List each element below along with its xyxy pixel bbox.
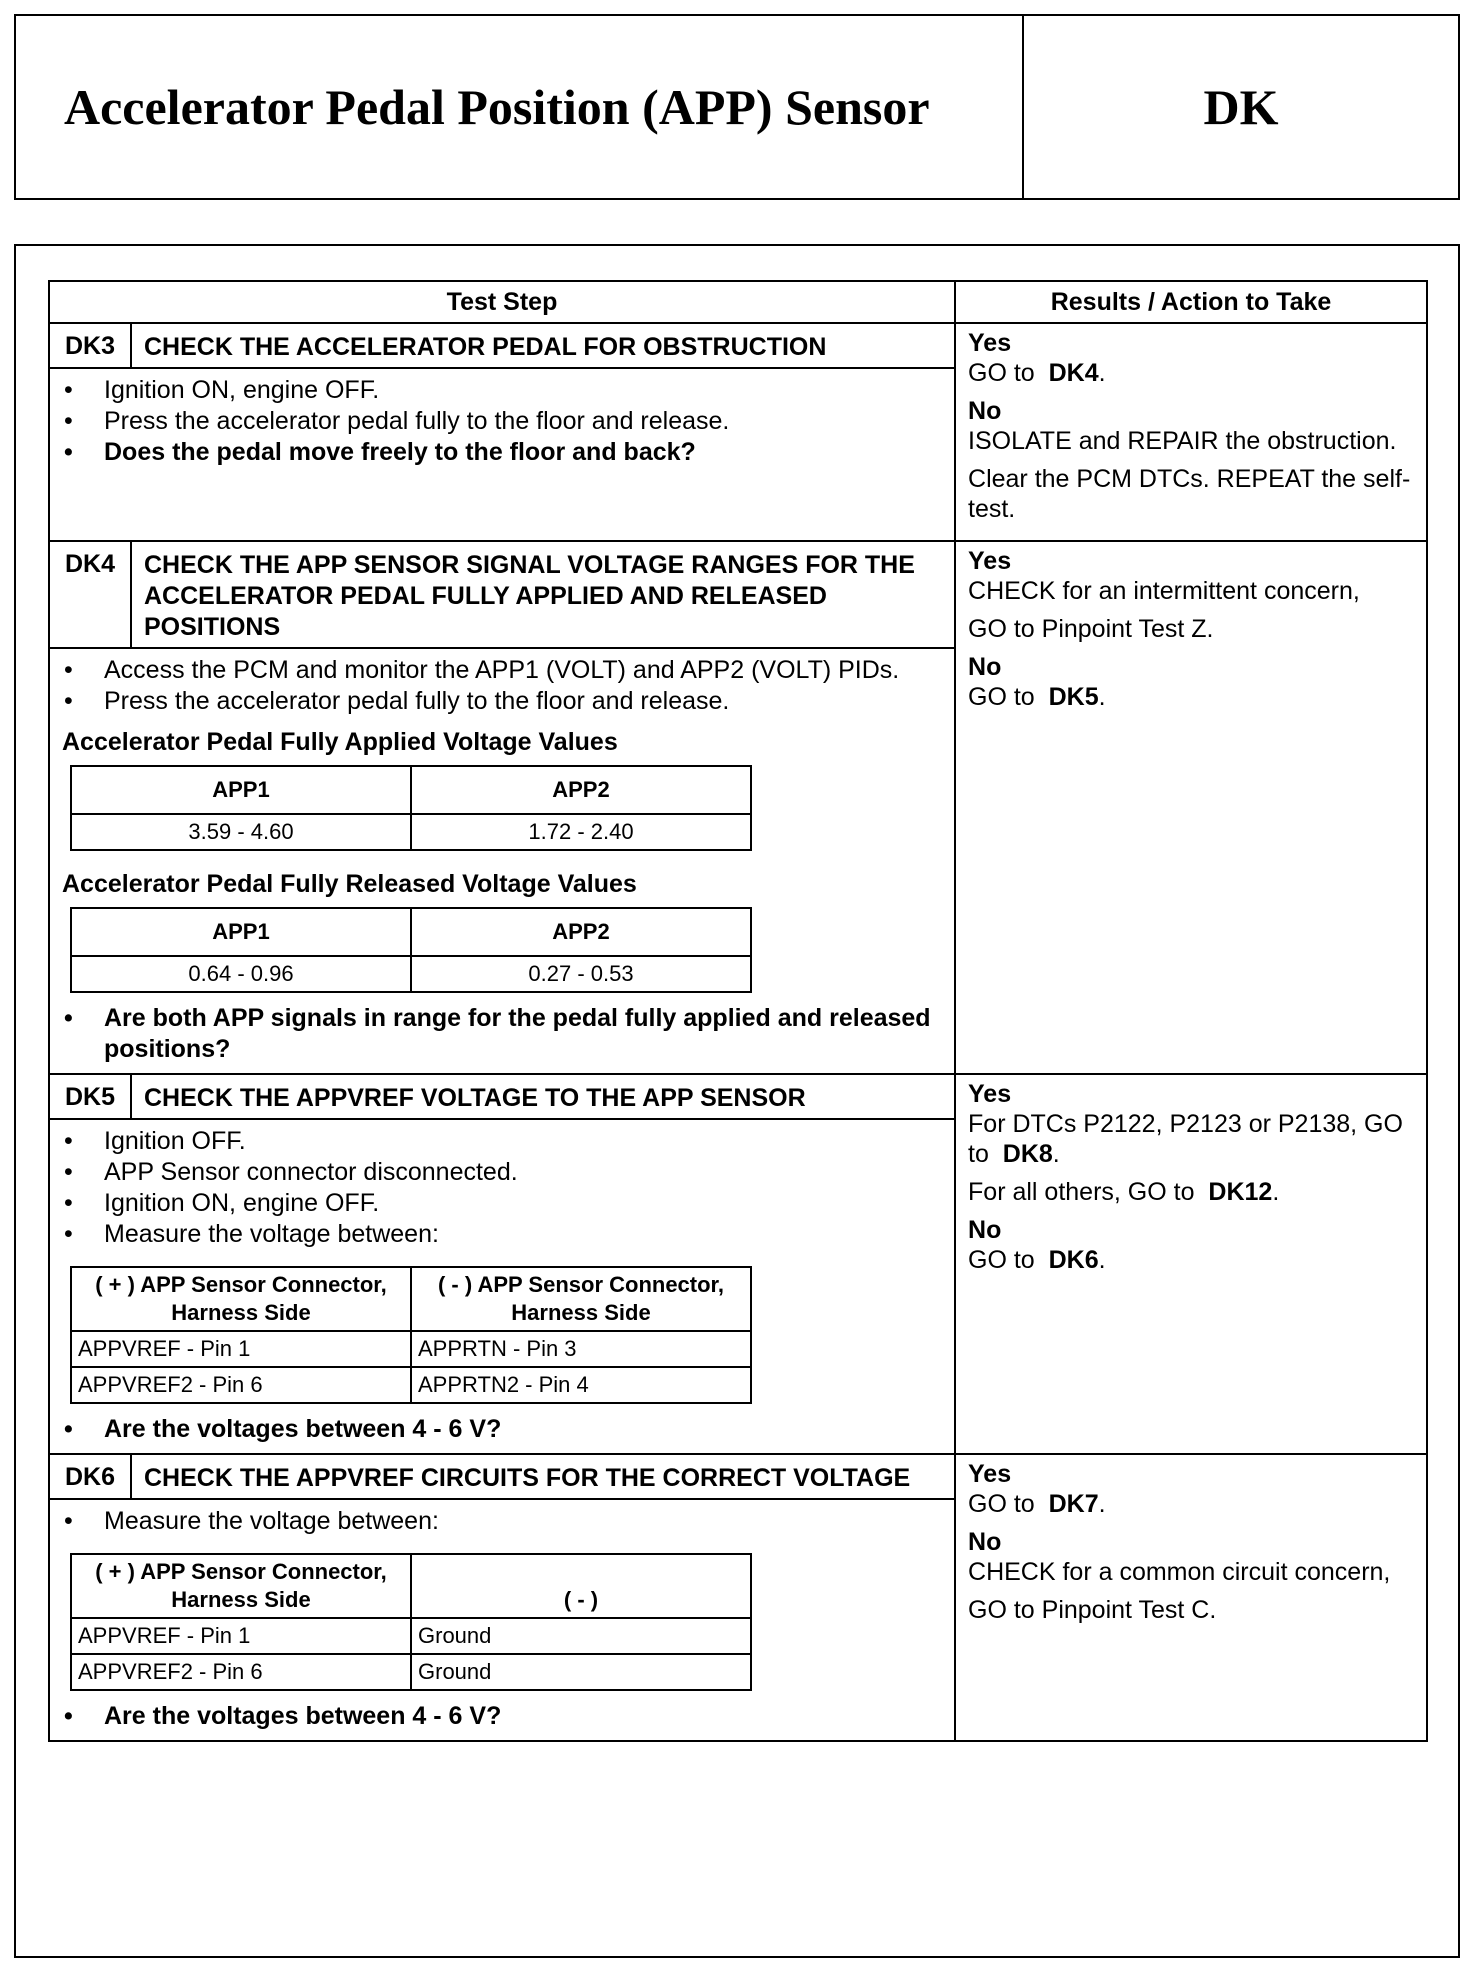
yes-label: Yes bbox=[968, 1080, 1012, 1108]
step-dk3-results bbox=[955, 323, 1427, 541]
page-header bbox=[14, 14, 1460, 200]
instruction: • Ignition OFF. bbox=[62, 1126, 942, 1157]
table-cell: APPRTN - Pin 3 bbox=[411, 1331, 751, 1367]
no-action: ISOLATE and REPAIR the obstruction. bbox=[968, 427, 1397, 455]
yes-action: For DTCs P2122, P2123 or P2138, GO to DK8. bbox=[968, 1110, 1403, 1168]
goto-dk12-link[interactable]: DK12 bbox=[1208, 1178, 1273, 1206]
step-dk3-body bbox=[49, 368, 955, 541]
col-header: ( - ) bbox=[411, 1554, 751, 1618]
applied-heading: Accelerator Pedal Fully Applied Voltage Values bbox=[62, 728, 618, 756]
instruction: • Measure the voltage between: bbox=[62, 1506, 942, 1537]
step-dk5-title-row bbox=[49, 1074, 1427, 1119]
pinpoint-test-table bbox=[48, 280, 1428, 1742]
instruction: • Press the accelerator pedal fully to the floor and release. bbox=[62, 686, 942, 717]
step-title: CHECK THE APP SENSOR SIGNAL VOLTAGE RANGES FOR THE ACCELERATOR PEDAL FULLY APPLIED AND RELEASED POSITIONS bbox=[131, 541, 955, 648]
step-question: • Are the voltages between 4 - 6 V? bbox=[62, 1414, 942, 1445]
goto-dk8-link[interactable]: DK8 bbox=[1002, 1140, 1053, 1168]
yes-action: GO to DK4. bbox=[968, 359, 1106, 387]
instruction: • Ignition ON, engine OFF. bbox=[62, 375, 942, 406]
results-header: Results / Action to Take bbox=[955, 281, 1427, 323]
no-label: No bbox=[968, 653, 1002, 681]
step-id: DK3 bbox=[49, 323, 131, 368]
step-dk4-results bbox=[955, 541, 1427, 1074]
table-cell: Ground bbox=[411, 1618, 751, 1654]
yes-action-2: For all others, GO to DK12. bbox=[968, 1178, 1280, 1206]
yes-label: Yes bbox=[968, 1460, 1012, 1488]
step-dk6-results bbox=[955, 1454, 1427, 1741]
col-header: ( + ) APP Sensor Connector, Harness Side bbox=[71, 1554, 411, 1618]
step-dk4-title-row bbox=[49, 541, 1427, 648]
step-title: CHECK THE APPVREF VOLTAGE TO THE APP SENSOR bbox=[131, 1074, 955, 1119]
step-dk5-results bbox=[955, 1074, 1427, 1454]
goto-dk6-link[interactable]: DK6 bbox=[1048, 1246, 1099, 1274]
col-header: APP2 bbox=[411, 766, 751, 814]
step-id: DK6 bbox=[49, 1454, 131, 1499]
table-cell: APPVREF - Pin 1 bbox=[71, 1331, 411, 1367]
goto-pinpoint-z-link[interactable]: GO to Pinpoint Test Z. bbox=[968, 615, 1214, 643]
col-header: ( + ) APP Sensor Connector, Harness Side bbox=[71, 1267, 411, 1331]
instruction: • APP Sensor connector disconnected. bbox=[62, 1157, 942, 1188]
test-step-header: Test Step bbox=[49, 281, 955, 323]
table-cell: APPVREF2 - Pin 6 bbox=[71, 1654, 411, 1690]
instruction: • Access the PCM and monitor the APP1 (VOLT) and APP2 (VOLT) PIDs. bbox=[62, 655, 942, 686]
col-header: APP1 bbox=[71, 908, 411, 956]
step-question: • Are both APP signals in range for the pedal fully applied and released positions? bbox=[62, 1003, 942, 1065]
yes-label: Yes bbox=[968, 329, 1012, 357]
goto-dk7-link[interactable]: DK7 bbox=[1048, 1490, 1099, 1518]
table-cell: 0.27 - 0.53 bbox=[411, 956, 751, 992]
table-cell: 3.59 - 4.60 bbox=[71, 814, 411, 850]
step-dk5-body bbox=[49, 1119, 955, 1454]
no-label: No bbox=[968, 1216, 1002, 1244]
no-action-2: Clear the PCM DTCs. REPEAT the self-test. bbox=[968, 465, 1411, 523]
goto-pinpoint-c-link[interactable]: GO to Pinpoint Test C. bbox=[968, 1596, 1217, 1624]
applied-voltage-table bbox=[70, 765, 752, 851]
table-cell: 0.64 - 0.96 bbox=[71, 956, 411, 992]
section-code: DK bbox=[1203, 79, 1279, 135]
step-question: • Are the voltages between 4 - 6 V? bbox=[62, 1701, 942, 1732]
no-action: GO to DK5. bbox=[968, 683, 1106, 711]
dk5-measurement-table bbox=[70, 1266, 752, 1404]
step-id: DK4 bbox=[49, 541, 131, 648]
released-heading: Accelerator Pedal Fully Released Voltage Values bbox=[62, 870, 637, 898]
table-cell: APPVREF - Pin 1 bbox=[71, 1618, 411, 1654]
dk6-measurement-table bbox=[70, 1553, 752, 1691]
no-action: GO to DK6. bbox=[968, 1246, 1106, 1274]
step-dk6-title-row bbox=[49, 1454, 1427, 1499]
no-label: No bbox=[968, 1528, 1002, 1556]
step-question: • Does the pedal move freely to the floor and back? bbox=[62, 437, 942, 468]
table-cell: APPVREF2 - Pin 6 bbox=[71, 1367, 411, 1403]
goto-dk5-link[interactable]: DK5 bbox=[1048, 683, 1099, 711]
goto-dk4-link[interactable]: DK4 bbox=[1048, 359, 1099, 387]
col-header: APP1 bbox=[71, 766, 411, 814]
col-header: ( - ) APP Sensor Connector, Harness Side bbox=[411, 1267, 751, 1331]
instruction: • Measure the voltage between: bbox=[62, 1219, 942, 1250]
no-action: CHECK for a common circuit concern, bbox=[968, 1558, 1391, 1586]
page-title: Accelerator Pedal Position (APP) Sensor bbox=[16, 16, 1024, 198]
step-dk3-title-row bbox=[49, 323, 1427, 368]
yes-action: GO to DK7. bbox=[968, 1490, 1106, 1518]
step-id: DK5 bbox=[49, 1074, 131, 1119]
step-dk4-body bbox=[49, 648, 955, 1074]
test-frame bbox=[14, 244, 1460, 1958]
col-header: APP2 bbox=[411, 908, 751, 956]
yes-label: Yes bbox=[968, 547, 1012, 575]
step-title: CHECK THE ACCELERATOR PEDAL FOR OBSTRUCTION bbox=[131, 323, 955, 368]
yes-action: CHECK for an intermittent concern, bbox=[968, 577, 1360, 605]
table-cell: Ground bbox=[411, 1654, 751, 1690]
step-dk6-body bbox=[49, 1499, 955, 1741]
no-label: No bbox=[968, 397, 1002, 425]
instruction: • Press the accelerator pedal fully to the floor and release. bbox=[62, 406, 942, 437]
step-title: CHECK THE APPVREF CIRCUITS FOR THE CORRECT VOLTAGE bbox=[131, 1454, 955, 1499]
released-voltage-table bbox=[70, 907, 752, 993]
instruction: • Ignition ON, engine OFF. bbox=[62, 1188, 942, 1219]
table-cell: APPRTN2 - Pin 4 bbox=[411, 1367, 751, 1403]
table-cell: 1.72 - 2.40 bbox=[411, 814, 751, 850]
